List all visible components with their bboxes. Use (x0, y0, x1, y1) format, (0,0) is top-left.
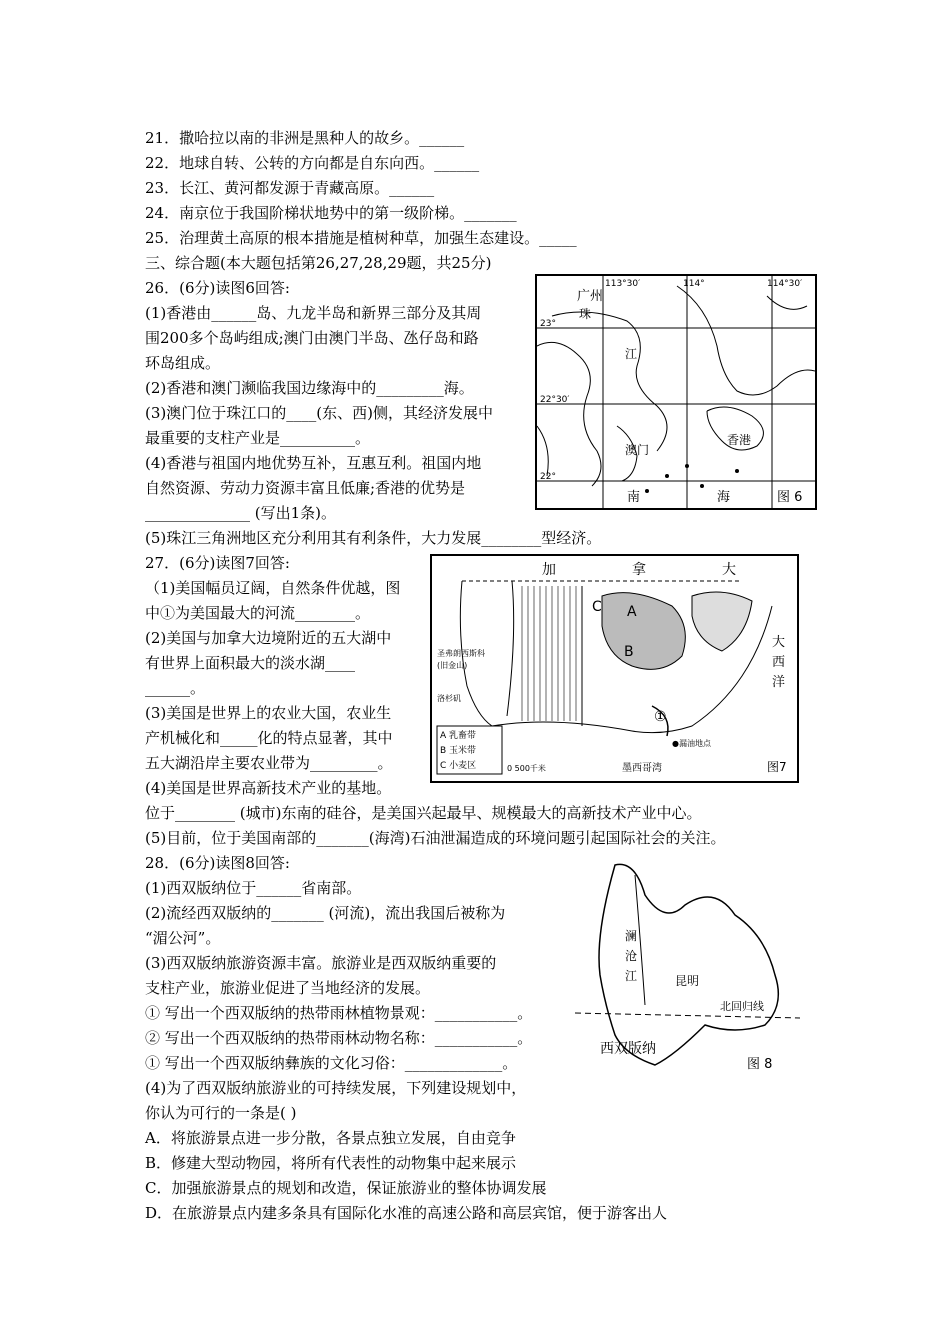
q28-4b: 你认为可行的一条是( ) (145, 1104, 297, 1122)
q26-4b: 自然资源、劳动力资源丰富且低廉;香港的优势是 (145, 479, 466, 497)
q27-2b: 有世界上面积最大的淡水湖____ (145, 654, 356, 672)
fig6-lat2: 22°30′ (540, 395, 570, 405)
q28-3-3: ① 写出一个西双版纳彝族的文化习俗：_____________。 (145, 1054, 518, 1072)
q28-option-d: D．在旅游景点内建多条具有国际化水准的高速公路和高层宾馆，便于游客出人 (145, 1204, 668, 1222)
q26-4c: ______________ (写出1条)。 (145, 504, 337, 522)
q21: 21．撒哈拉以南的非洲是黑种人的故乡。______ (145, 129, 465, 147)
q24: 24．南京位于我国阶梯状地势中的第一级阶梯。_______ (145, 204, 517, 222)
fig7-caption: 图7 (767, 760, 787, 774)
q28-2b: “湄公河”。 (145, 929, 221, 947)
fig7-canada-1: 加 (542, 562, 556, 578)
fig7-spill: ●漏油地点 (672, 739, 711, 748)
fig6-caption: 图 6 (777, 490, 803, 505)
fig8-lancang-2: 沧 (625, 949, 638, 963)
fig7-gulf: 墨西哥湾 (622, 763, 662, 774)
q27-title: 27．(6分)读图7回答: (145, 554, 290, 572)
fig6-guangzhou: 广州 (577, 289, 604, 304)
fig7-sf2: (旧金山) (437, 661, 468, 670)
fig7-sf: 圣弗朗西斯科 (437, 649, 485, 658)
fig6-nan: 南 (627, 490, 641, 505)
fig7-atlantic-2: 西 (772, 655, 786, 670)
q27-4a: (4)美国是世界高新技术产业的基地。 (145, 779, 392, 797)
q27-1b: 中①为美国最大的河流________。 (145, 604, 371, 622)
q26-3b: 最重要的支柱产业是__________。 (145, 429, 371, 447)
fig6-hai: 海 (717, 490, 731, 505)
q27-1a: （1)美国幅员辽阔，自然条件优越，图 (145, 579, 401, 597)
q25: 25．治理黄土高原的根本措施是植树种草，加强生态建设。_____ (145, 229, 577, 247)
fig8-kunming: 昆明 (675, 974, 700, 988)
fig7-canada-3: 大 (722, 562, 736, 578)
q26-2: (2)香港和澳门濒临我国边缘海中的_________海。 (145, 379, 474, 397)
fig8-tropic: 北回归线 (720, 1000, 764, 1013)
fig7-legend-c: C 小麦区 (440, 761, 477, 771)
fig8-xsbn: 西双版纳 (600, 1041, 656, 1057)
q27-3b: 产机械化和_____化的特点显著，其中 (145, 729, 393, 747)
fig7-zone-a: A (627, 604, 637, 620)
fig6-lon2: 114° (683, 279, 705, 289)
fig8-lancang-1: 澜 (625, 929, 638, 943)
q26-1c: 环岛组成。 (145, 354, 221, 372)
figure-6-map (535, 274, 817, 510)
q28-title: 28．(6分)读图8回答: (145, 854, 290, 872)
q26-1b: 围200多个岛屿组成;澳门由澳门半岛、氹仔岛和路 (145, 329, 479, 347)
q28-1: (1)西双版纳位于______省南部。 (145, 879, 362, 897)
q28-option-b: B．修建大型动物园，将所有代表性的动物集中起来展示 (145, 1154, 517, 1172)
q28-3a: (3)西双版纳旅游资源丰富。旅游业是西双版纳重要的 (145, 954, 497, 972)
q26-4a: (4)香港与祖国内地优势互补，互惠互利。祖国内地 (145, 454, 482, 472)
fig6-jiang: 江 (625, 347, 638, 361)
q28-option-c: C．加强旅游景点的规划和改造，保证旅游业的整体协调发展 (145, 1179, 547, 1197)
fig6-lat1: 23° (540, 319, 556, 329)
q28-3b: 支柱产业，旅游业促进了当地经济的发展。 (145, 979, 431, 997)
q26-1a: (1)香港由______岛、九龙半岛和新界三部分及其周 (145, 304, 482, 322)
q23: 23．长江、黄河都发源于青藏高原。______ (145, 179, 435, 197)
fig7-zone-c: C (592, 599, 602, 615)
q28-3-2: ② 写出一个西双版纳的热带雨林动物名称：___________。 (145, 1029, 533, 1047)
q28-4a: (4)为了西双版纳旅游业的可持续发展，下列建设规划中， (145, 1079, 527, 1097)
q26-title: 26．(6分)读图6回答: (145, 279, 290, 297)
q27-2c: ______。 (145, 679, 206, 697)
fig6-aomen: 澳门 (625, 443, 650, 457)
q28-option-a: A．将旅游景点进一步分散，各景点独立发展，自由竞争 (145, 1129, 516, 1147)
q26-3a: (3)澳门位于珠江口的____(东、西)侧，其经济发展中 (145, 404, 493, 422)
q22: 22．地球自转、公转的方向都是自东向西。______ (145, 154, 480, 172)
q27-4b: 位于________ (城市)东南的硅谷，是美国兴起最早、规模最大的高新技术产业中心。 (145, 804, 702, 822)
q27-3c: 五大湖沿岸主要农业带为_________。 (145, 754, 393, 772)
fig7-atlantic-3: 洋 (772, 675, 786, 690)
fig7-la: 洛杉矶 (437, 694, 461, 703)
fig7-river-mark: ① (654, 709, 667, 725)
fig7-zone-b: B (624, 644, 634, 660)
q27-5: (5)目前，位于美国南部的_______(海湾)石油泄漏造成的环境问题引起国际社会的关注。 (145, 829, 726, 847)
q26-5: (5)珠江三角洲地区充分利用其有利条件，大力发展________型经济。 (145, 529, 602, 547)
fig7-legend-a: A 乳畜带 (440, 731, 477, 741)
q28-3-1: ① 写出一个西双版纳的热带雨林植物景观：___________。 (145, 1004, 533, 1022)
q28-2a: (2)流经西双版纳的_______ (河流)，流出我国后被称为 (145, 904, 506, 922)
fig6-zhu: 珠 (579, 307, 592, 321)
section-3-title: 三、综合题(本大题包括第26,27,28,29题，共25分) (145, 254, 492, 272)
fig7-canada-2: 拿 (632, 562, 646, 578)
fig8-lancang-3: 江 (625, 969, 638, 983)
fig6-lon3: 114°30′ (767, 279, 803, 289)
fig6-lat3: 22° (540, 472, 556, 482)
fig8-caption: 图 8 (747, 1057, 773, 1072)
fig6-lon1: 113°30′ (605, 279, 641, 289)
fig7-scale: 0 500千米 (507, 764, 546, 773)
figure-8-map (575, 855, 800, 1080)
q27-3a: (3)美国是世界上的农业大国，农业生 (145, 704, 392, 722)
fig7-legend-b: B 玉米带 (440, 746, 477, 756)
figure-7-map (430, 554, 799, 783)
fig6-xianggang: 香港 (727, 433, 752, 447)
q27-2a: (2)美国与加拿大边境附近的五大湖中 (145, 629, 392, 647)
fig7-atlantic-1: 大 (772, 635, 786, 650)
